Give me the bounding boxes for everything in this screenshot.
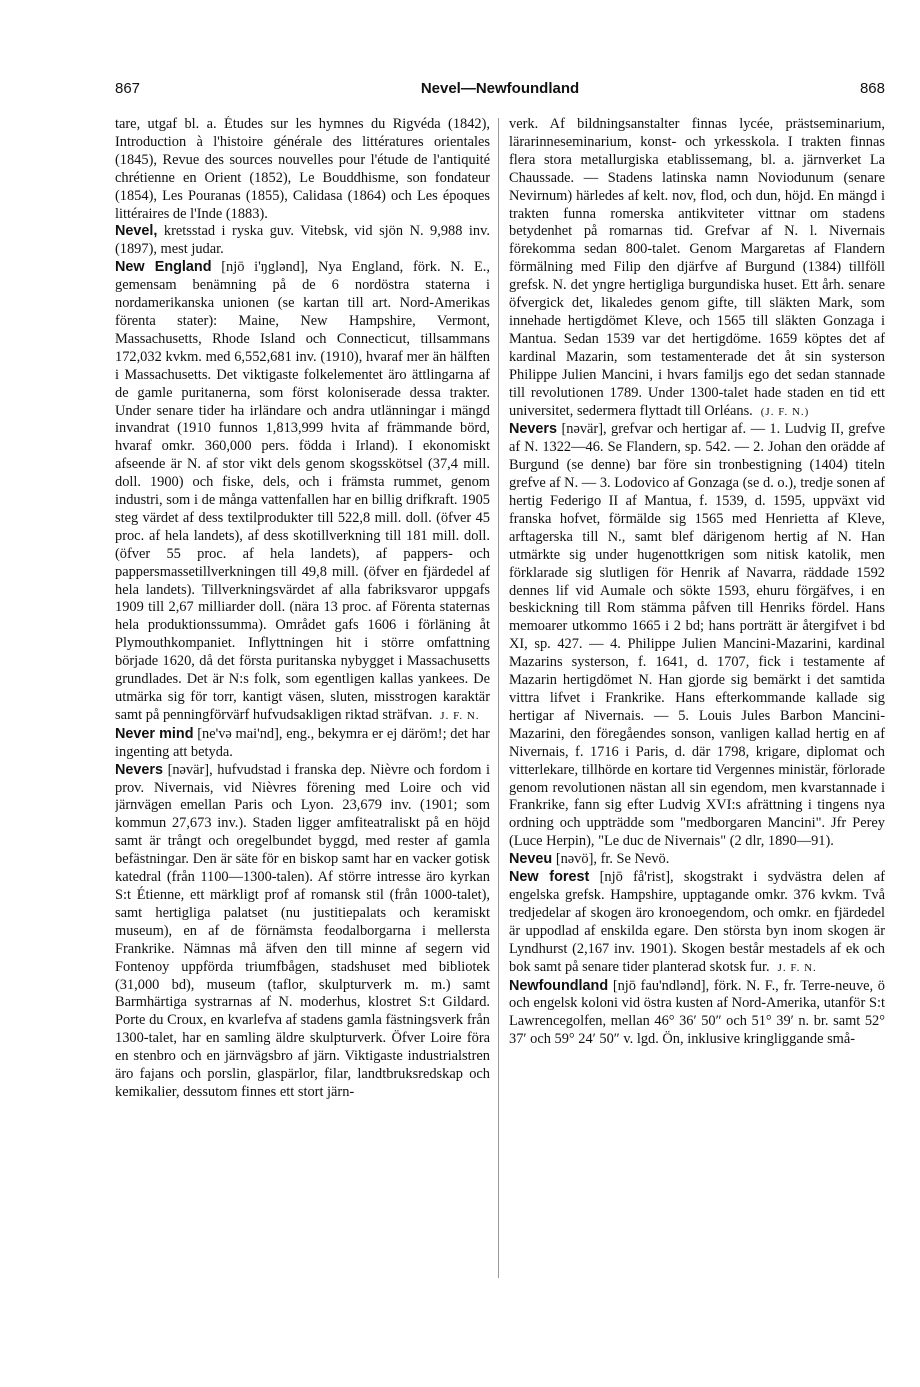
entry-text: verk. Af bildningsanstalter finnas lycée, prästseminarium, lärarinneseminarium, konst- och yrkesskola. I trakten finnas flera stora metallurgiska etablissemang, bl. a. järnverket La Chaussade. — Stadens latinska namn Noviodunum (senare Nevirnum) härledes af kelt. nov, flod, och dun, höjd. En mängd i trakten funna romerska antikviteter vittnar om stadens betydenhet på romarnas tid. Grefvar af N. l. Nivernais förekomma sedan 800-talet. Genom Margaretas af Flandern förmälning med Filip den djärfve af Burgund (1384) tillföll grefsk. N. det yngre hertigliga burgundiska huset. Ett årh. senare öfvergick det, likaledes genom gifte, till släkten Mark, som innehade hertigdömet Kleve, och 1565 till släkten Gonzaga i Mantua. Sedan 1539 var det hertigdöme. 1659 köptes det af kardinal Mazarin, som testamenterade det åt sin systerson Philippe Julien Mancini, i hvars familjs ego det sedan stannade till revolutionen 1789. Under 1300-talet hade staden en tid ett universitet, sedermera flyttadt till Orléans. — [509, 116, 885, 419]
left-column — [115, 116, 490, 1356]
entry-text: [nəvär], hufvudstad i franska dep. Nièvre och fordom i prov. Nivernais, vid Nièvres förening med Loire och vid järnvägen emellan Paris och Lyon. 23,679 inv. (1901; som kommun 27,673 inv.). Staden ligger amfiteatraliskt på en höjd samt är trångt och oregelbundet byggd, med rester af gamla befästningar. Den är säte för en biskop samt har en vacker gotisk katedral (från 1100—1300-talen). Af större intresse äro kyrkan S:t Étienne, ett märkligt prof af romansk stil (från 1000-talet), samt hertigliga palatset (nu justitiepalats och keramiskt museum), en af de förnämsta feodalborgarna i mellersta Frankrike. Nämnas må äfven den till minne af segern vid Fontenoy uppförda triumfbågen, stadshuset med bibliotek (31,000 bd), museum (taflor, skulpturverk m. m.) samt Barmhärtiga systrarnas af N. moderhus, klostret S:t Gildard. Porte du Croux, en kvarlefva af stadens gamla fästningsverk från 1300-talet, har en samling äldre skulpturverk. Öfver Loire föra en stenbro och en järnvägsbro af järn. Viktigaste industrialstren äro fajans och porslin, glaspärlor, filar, landtbruksredskap och kemikalier, dessutom finnes ett stort järn- — [115, 761, 490, 1100]
entry-headword: New forest — [509, 869, 590, 886]
entry-headword: Never mind — [115, 725, 194, 742]
entry-headword: Nevel, — [115, 223, 158, 240]
author-signature: (J. F. N.) — [760, 405, 810, 418]
column-divider — [498, 118, 499, 1278]
author-signature: J. F. N. — [440, 709, 480, 722]
entry-text: kretsstad i ryska guv. Vitebsk, vid sjön N. 9,988 inv. (1897), mest judar. — [115, 223, 490, 258]
author-signature: J. F. N. — [777, 961, 817, 974]
article-entry — [115, 762, 490, 1102]
article-entry — [509, 421, 885, 851]
right-column — [509, 116, 885, 1356]
article-entry — [115, 259, 490, 726]
page-number-left: 867 — [115, 80, 141, 97]
entry-text: [njō fau'ndlənd], förk. N. F., fr. Terre-neuve, ö och engelsk koloni vid östra kusten af Nord-Amerika, utanför S:t Lawrencegolfen, mellan 46° 36′ 50″ och 51° 39′ n. br. samt 52° 37′ och 59° 24′ 50″ v. lgd. Ön, inklusive kringliggande små- — [509, 977, 885, 1048]
entry-headword: Neveu — [509, 851, 553, 868]
article-entry — [509, 978, 885, 1050]
article-entry — [509, 116, 885, 421]
entry-text: [njō få'rist], skogstrakt i sydvästra delen af engelska grefsk. Hampshire, upptagande omkr. 376 kvkm. Två tredjedelar af skogen äro kronoegendom, och omkr. en fjärdedel är uppodlad af enskilda egare. Den största byn inom skogen är Lyndhurst (2,167 inv. 1901). Skogen består mestadels af ek och bok samt på senare tider planterad skotsk fur. — [509, 869, 885, 975]
entry-headword: Nevers — [115, 761, 164, 778]
page-number-right: 868 — [859, 80, 885, 97]
entry-headword: New England — [115, 259, 212, 276]
article-entry — [115, 726, 490, 762]
article-entry — [509, 851, 885, 869]
entry-text: [nəvö], fr. Se Nevö. — [555, 851, 670, 868]
article-entry — [115, 223, 490, 259]
entry-text: [nəvär], grefvar och hertigar af. — 1. Ludvig II, grefve af N. 1322—46. Se Flandern, sp. 542. — 2. Johan den orädde af Burgund (se denne) bar före sin tronbestigning (1404) titeln grefve af N. — 3. Lodovico af Gonzaga (se d. o.), tredje sonen af hertig Federigo II af Mantua, f. 1539, d. 1595, uppväxt vid franska hofvet, förmälde sig 1565 med Henrietta af Kleve, arftagerska till N., samt blef därigenom hertig af N. Han utmärkte sig under hugenottkrigen som nitisk katolik, men förklarade sig slutligen för Henrik af Navarra, räddade 1592 dennes lif vid Aumale och sökte 1593, ehuru förgäfves, i en beskickning till Rom stämma påfven till Henriks fördel. Hans memoarer utkommo 1665 i 2 bd; hans porträtt är återgifvet i bd XI, sp. 427. — 4. Philippe Julien Mancini-Mazarini, kardinal Mazarins systerson, f. 1641, d. 1707, fick i testamente af Mazarin hertigdömet N. Han gjorde sig bemärkt i det samtida vittra lifvet i Frankrike. Hans efterkommande kallade sig hertigar af Nivernais. — 5. Louis Jules Barbon Mancini-Mazarini, den föregåendes sonson, vanligen kallad hertig en af Nivernais, f. 1716 i Paris, d. där 1798, krigare, diplomat och vitterlekare, tillhörde en kortare tid Vergennes ministär, förlorade genom revolutionen nästan all sin egendom, men kvarstannade i Frankrike, fann sig efter Ludvig XVI:s afrättning i tingens nya ordning och uppträdde som "medborgaren Mancini". Jfr Perey (Luce Herpin), "Le duc de Nivernais" (2 dlr, 1890—91). — [509, 421, 885, 850]
article-entry — [115, 116, 490, 223]
entry-text: tare, utgaf bl. a. Études sur les hymnes du Rigvéda (1842), Introduction à l'histoire générale des littératures orientales (1845), Revue des sources nouvelles pour l'étude de l'antiquité chrétienne en Orient (1852), Le Bouddhisme, son fondateur (1854), Les Pouranas (1855), Calidasa (1864) och Les époques littéraires de l'Inde (1883). — [115, 116, 490, 222]
entry-headword: Nevers — [509, 421, 558, 438]
running-title: Nevel—Newfoundland — [420, 80, 580, 97]
page-header — [115, 80, 885, 102]
entry-text: [ne'və mai'nd], eng., bekymra er ej däröm!; det har ingenting att betyda. — [115, 725, 490, 760]
entry-text: [njō i'ŋglənd], Nya England, förk. N. E., gemensam benämning på de 6 nordöstra staterna i nordamerikanska unionen (se kartan till art. Nord-Amerikas förenta stater): Maine, New Hampshire, Vermont, Massachusetts, Rhode Island och Connecticut, tillsammans 172,032 kvkm. med 6,552,681 inv. (1910), hvaraf mer än hälften i Massachusetts. Det viktigaste folkelementet äro ättlingarna af de gamle puritanerna, som först koloniserade dessa trakter. Under senare tider ha irländare och andra utlänningar i mängd invandrat (1910 funnos 1,813,999 hvita af främmande börd, hvaraf omkr. 360,000 pers. födda i Irland). I ekonomiskt afseende är N. af stor vikt dels genom skogsskötsel (37,4 mill. doll. 1900) och fiske, dels, och i främsta rummet, genom industri, som i de många vattenfallen har en billig drifkraft. 1905 steg värdet af dess textilprodukter till 522,8 mill. doll. (öfver 45 proc. af hela landets), af dess skotillverkning till 181 mill. doll. (öfver 55 proc. af hela landets), af pappers- och pappersmassetillverkningen till 49,8 mill. (öfver en fjärdedel af hela landets). Tillverkningsvärdet af alla fabriksvaror uppgafs 1909 till 2,67 milliarder doll. (nära 13 proc. af Förenta staternas hela produktionssumma). Området gafs 1606 i förläning åt Plymouthkompaniet. Inflyttningen hit i större omfattning började 1620, då det första puritanska nybygget i Massachusetts grundlades. Det är N:s folk, som egentligen kallas yankees. De utmärka sig för torr, kantigt väsen, sluten, misstrogen karaktär samt på penningförvärf hufvudsakligen riktad sträfvan. — [115, 259, 490, 723]
entry-headword: Newfoundland — [509, 977, 609, 994]
article-entry — [509, 869, 885, 977]
